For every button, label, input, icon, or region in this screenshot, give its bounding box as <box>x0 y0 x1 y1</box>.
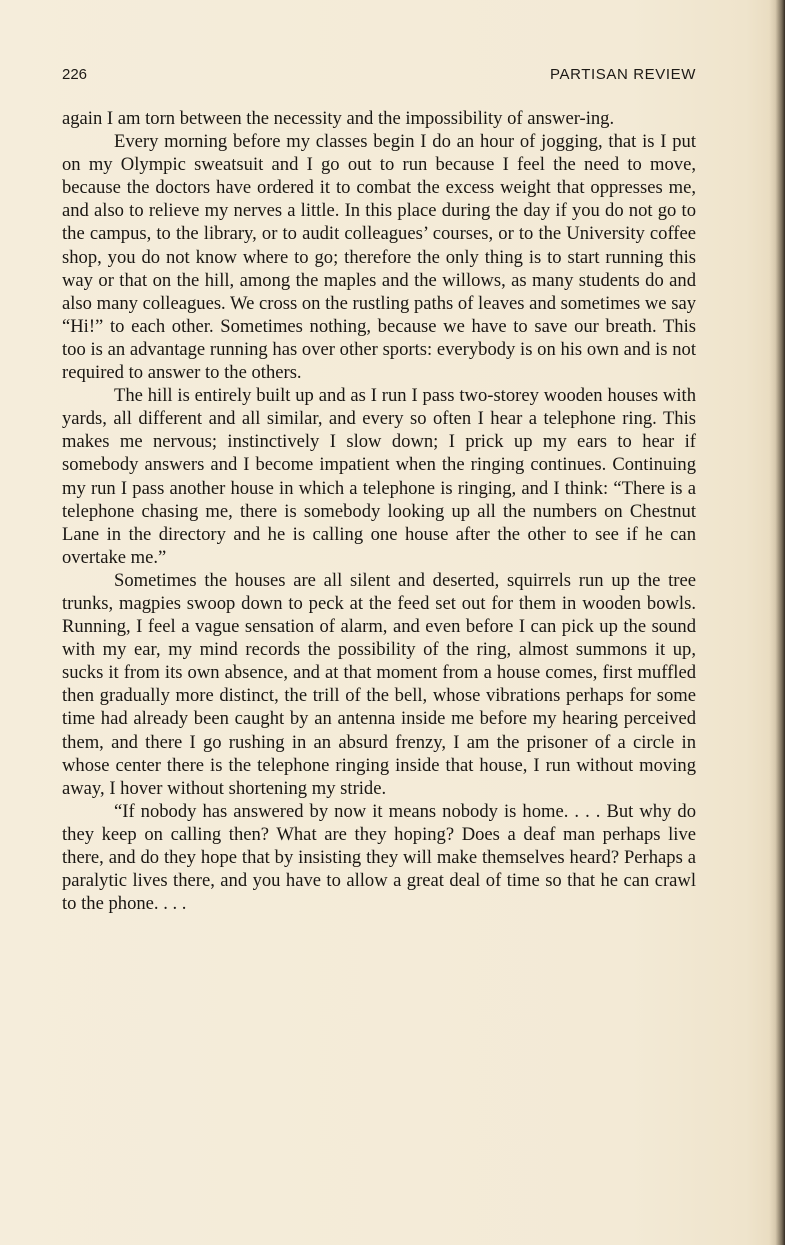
page-header <box>62 66 696 88</box>
page-number: 226 <box>62 66 88 83</box>
paragraph-2: Every morning before my classes begin I do an hour of jogging, that is I put on my Olympic sweatsuit and I go out to run because I feel the need to move, because the doctors have ordered it to combat the excess weight that oppresses me, and also to relieve my nerves a little. In this place during the day if you do not go to the campus, to the library, or to audit colleagues’ courses, or to the University coffee shop, you do not know where to go; therefore the only thing is to start running this way or that on the hill, among the maples and the willows, as many students do and also many colleagues. We cross on the rustling paths of leaves and sometimes we say “Hi!” to each other. Sometimes nothing, because we have to save our breath. This too is an advantage running has over other sports: everybody is on his own and is not required to answer to the others. <box>62 131 696 384</box>
running-head: PARTISAN REVIEW <box>550 66 696 83</box>
paragraph-4: Sometimes the houses are all silent and deserted, squirrels run up the tree trunks, magpies swoop down to peck at the feed set out for them in wooden bowls. Running, I feel a vague sensation of alarm, and even before I can pick up the sound with my ear, my mind records the possibility of the ring, almost summons it up, sucks it from its own absence, and at that moment from a house comes, first muffled then gradually more distinct, the trill of the bell, whose vibrations perhaps for some time had already been caught by an antenna inside me before my hearing perceived them, and there I go rushing in an absurd frenzy, I am the prisoner of a circle in whose center there is the telephone ringing inside that house, I run without moving away, I hover without shortening my stride. <box>62 569 696 799</box>
paragraph-1: again I am torn between the necessity and the impossibility of answer-ing. <box>62 108 615 129</box>
paragraph-5: “If nobody has answered by now it means nobody is home. . . . But why do they keep on calling then? What are they hoping? Does a deaf man perhaps live there, and do they hope that by insisting they will make themselves heard? Perhaps a paralytic lives there, and you have to allow a great deal of time so that he can crawl to the phone. . . . <box>62 800 696 915</box>
body-text <box>62 107 696 915</box>
page-edge-shadow <box>769 0 785 1245</box>
paragraph-3: The hill is entirely built up and as I run I pass two-storey wooden houses with yards, all different and all similar, and every so often I hear a telephone ring. This makes me nervous; instinctively I slow down; I prick up my ears to hear if somebody answers and I become impatient when the ringing continues. Continuing my run I pass another house in which a telephone is ringing, and I think: “There is a telephone chasing me, there is somebody looking up all the numbers on Chestnut Lane in the directory and he is calling one house after the other to see if he can overtake me.” <box>62 385 696 568</box>
